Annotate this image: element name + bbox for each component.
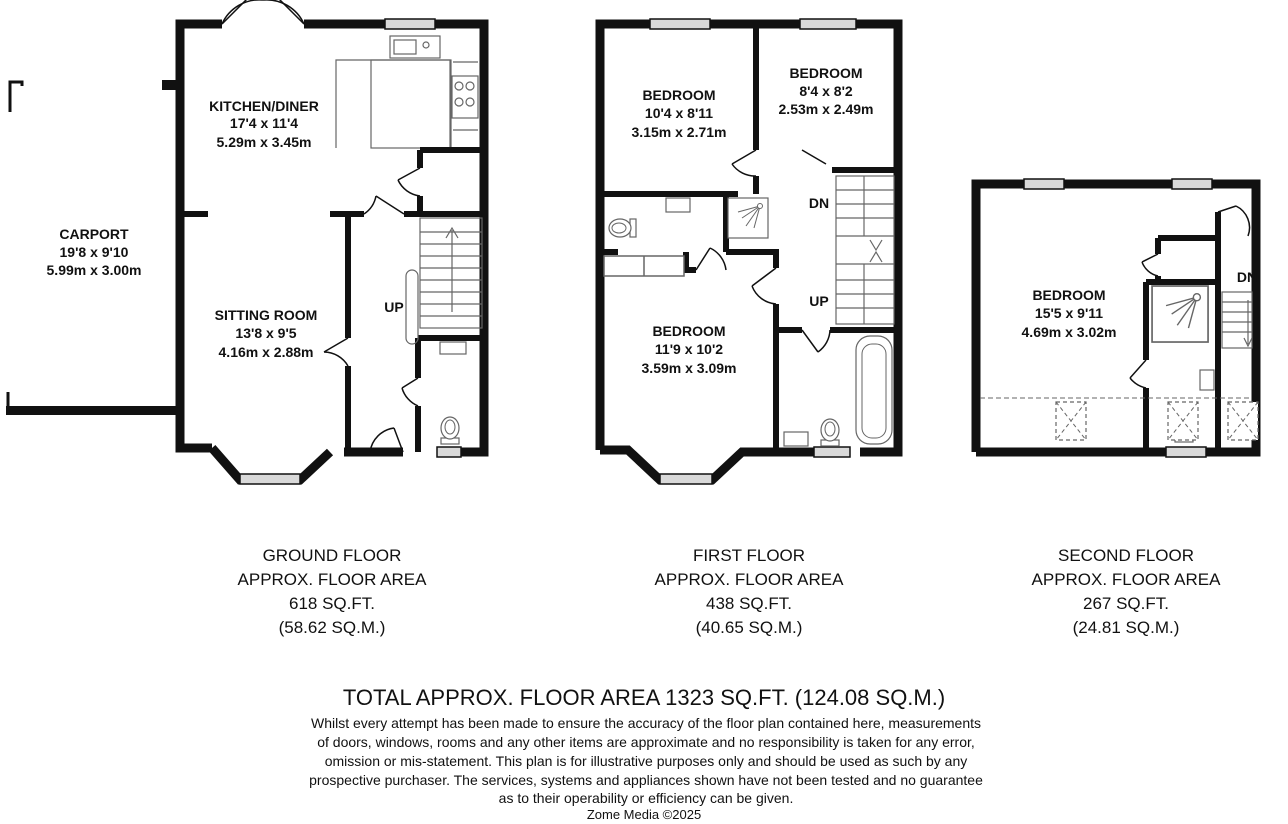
ground-area-line2: APPROX. FLOOR AREA [237,570,427,589]
second-staircase [1222,292,1252,348]
first-bedroom-b-imperial: 8'4 x 8'2 [799,83,853,99]
ground-staircase [406,218,482,344]
second-area-line4: (24.81 SQ.M.) [1072,618,1180,637]
sitting-imperial: 13'8 x 9'5 [235,325,297,341]
first-bedroom-a-name: BEDROOM [642,87,716,103]
first-floor-area [655,546,845,637]
second-bedroom-metric: 4.69m x 3.02m [1021,324,1117,340]
carport-name: CARPORT [59,226,129,242]
first-stairs-up-label: UP [809,293,829,309]
first-area-line4: (40.65 SQ.M.) [695,618,803,637]
ground-bay-window [240,474,300,484]
disclaimer-line: omission or mis-statement. This plan is for illustrative purposes only and should be used as such by any [324,753,968,769]
kitchen-metric: 5.29m x 3.45m [216,134,312,150]
ground-internal-walls [180,150,484,452]
ground-left-pier [162,80,180,90]
first-doors [604,150,830,352]
ground-floor-area [238,546,428,637]
carport-wall [6,406,180,415]
ground-top-window [385,19,435,29]
second-area-line1: SECOND FLOOR [1057,546,1195,565]
first-bathroom-fixtures [609,198,892,446]
first-area-line2: APPROX. FLOOR AREA [654,570,844,589]
disclaimer-line: of doors, windows, rooms and any other items are approximate and no responsibility is taken for any error, [317,734,975,750]
carport-metric: 5.99m x 3.00m [46,262,142,278]
first-bedroom-a-metric: 3.15m x 2.71m [631,124,727,140]
first-staircase [836,176,894,324]
first-floor-plan [600,19,898,484]
credit: Zome Media ©2025 [586,807,702,822]
total-area: TOTAL APPROX. FLOOR AREA 1323 SQ.FT. (124.08 SQ.M.) [342,685,946,710]
first-area-line1: FIRST FLOOR [692,546,806,565]
ground-stairs-up-label: UP [384,299,404,315]
second-floor-area [1032,546,1222,637]
disclaimer-line: prospective purchaser. The services, systems and appliances shown have not been tested and no guarantee [309,772,983,788]
first-bedroom-c-metric: 3.59m x 3.09m [641,360,737,376]
ground-area-line1: GROUND FLOOR [262,546,402,565]
first-area-line3: 438 SQ.FT. [706,594,792,613]
kitchen-name: KITCHEN/DINER [209,98,319,114]
first-bedroom-b-metric: 2.53m x 2.49m [778,101,874,117]
carport-imperial: 19'8 x 9'10 [59,244,129,260]
second-walls [976,184,1256,452]
second-floor-plan [976,179,1258,457]
sitting-metric: 4.16m x 2.88m [218,344,314,360]
second-bedroom-name: BEDROOM [1032,287,1106,303]
kitchen-worktops [336,36,478,148]
second-bedroom-imperial: 15'5 x 9'11 [1034,305,1104,321]
first-bedroom-b-name: BEDROOM [789,65,863,81]
second-area-line2: APPROX. FLOOR AREA [1031,570,1221,589]
first-bedroom-c-imperial: 11'9 x 10'2 [654,341,724,357]
ground-area-line3: 618 SQ.FT. [289,594,375,613]
disclaimer-line: as to their operability or efficiency can be given. [498,790,794,806]
second-area-line3: 267 SQ.FT. [1083,594,1169,613]
disclaimer [309,715,983,806]
ground-area-line4: (58.62 SQ.M.) [278,618,386,637]
ground-wc [440,342,466,444]
french-doors [222,0,304,24]
first-bedroom-a-imperial: 10'4 x 8'11 [644,105,714,121]
first-bedroom-c-name: BEDROOM [652,323,726,339]
ground-wc-window [437,447,461,457]
second-stairs-dn-label: DN [1236,269,1258,285]
disclaimer-line: Whilst every attempt has been made to ensure the accuracy of the floor plan contained here, measurements [310,715,982,731]
sitting-name: SITTING ROOM [214,307,318,323]
carport-outline [8,82,22,412]
kitchen-imperial: 17'4 x 11'4 [229,115,299,131]
second-skylights [1056,402,1258,440]
ground-floor-plan [6,0,484,484]
first-stairs-dn-label: DN [808,195,830,211]
